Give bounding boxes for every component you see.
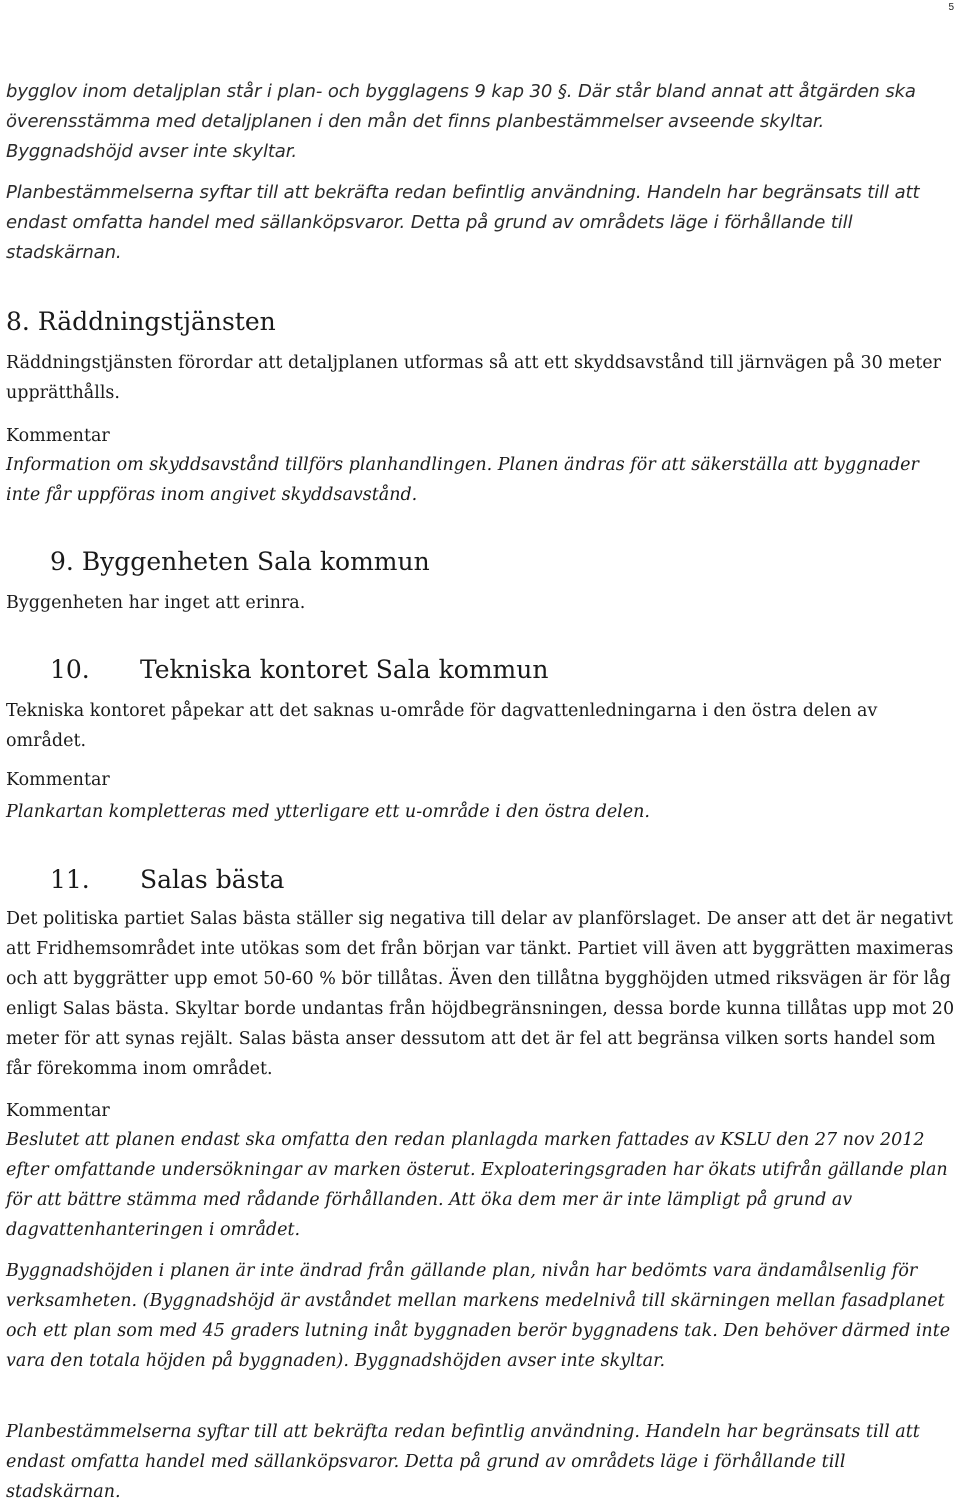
section-10-title: Tekniska kontoret Sala kommun <box>140 655 549 684</box>
section-11-heading <box>50 863 284 897</box>
section-11-body: Det politiska partiet Salas bästa ställer sig negativa till delar av planförslaget. De anser att det är negativt att Fridhemsområdet inte utökas som det från början var tänkt. Partiet vill även att byggrätten maximeras och att byggrätter upp emot 50-60 % bör tillåtas. Även den tillåtna bygghöjden utmed riksvägen är för låg enligt Salas bästa. Skyltar borde undantas från höjdbegränsningen, dessa borde kunna tillåtas upp mot 20 meter för att synas rejält. Salas bästa anser dessutom att det är fel att begränsa vilken sorts handel som får förekomma inom området. <box>6 909 955 1079</box>
section-8-kommentar-label: Kommentar <box>6 426 110 446</box>
section-10-heading <box>50 653 548 687</box>
section-8-body: Räddningstjänsten förordar att detaljplanen utformas så att ett skyddsavstånd till järnvägen på 30 meter upprätthålls. <box>6 353 942 403</box>
section-10-number: 10. <box>50 655 90 684</box>
section-11-kommentar-label: Kommentar <box>6 1101 110 1121</box>
section-10-kommentar: Plankartan kompletteras med ytterligare ett u-område i den östra delen. <box>6 802 650 822</box>
section-8-title: Räddningstjänsten <box>37 307 276 336</box>
page-number: 5 <box>948 2 954 13</box>
section-9-heading <box>50 545 430 579</box>
section-11-number: 11. <box>50 865 90 894</box>
intro-paragraph-1: bygglov inom detaljplan står i plan- och bygglagens 9 kap 30 §. Där står bland annat att åtgärden ska överensstämma med detaljplanen i den mån det finns planbestämmelser avseende skyltar. Byggnadshöjd avser inte skyltar. <box>6 81 916 162</box>
section-11-kommentar-3: Planbestämmelserna syftar till att bekräfta redan befintlig användning. Handeln har begränsats till att endast omfatta handel med sällanköpsvaror. Detta på grund av områdets läge i förhållande till stadskärnan. <box>6 1422 920 1502</box>
section-8-kommentar: Information om skyddsavstånd tillförs planhandlingen. Planen ändras för att säkerställa att byggnader inte får uppföras inom angivet skyddsavstånd. <box>6 455 919 505</box>
intro-paragraph-2: Planbestämmelserna syftar till att bekräfta redan befintlig användning. Handeln har begränsats till att endast omfatta handel med sällanköpsvaror. Detta på grund av områdets läge i förhållande till stadskärnan. <box>6 182 920 263</box>
section-8-heading <box>6 305 276 339</box>
section-10-kommentar-label: Kommentar <box>6 770 110 790</box>
section-9-number: 9. <box>50 547 74 576</box>
section-8-number: 8. <box>6 307 30 336</box>
section-9-title: Byggenheten Sala kommun <box>81 547 430 576</box>
section-10-body: Tekniska kontoret påpekar att det saknas u-område för dagvattenledningarna i den östra delen av området. <box>6 701 878 751</box>
section-11-title: Salas bästa <box>140 865 285 894</box>
section-11-kommentar-2: Byggnadshöjden i planen är inte ändrad från gällande plan, nivån har bedömts vara ändamålsenlig för verksamheten. (Byggnadshöjd är avståndet mellan markens medelnivå till skärningen mellan fasadplanet och ett plan som med 45 graders lutning inåt byggnaden berör byggnadens tak. Den behöver därmed inte vara den totala höjden på byggnaden). Byggnadshöjden avser inte skyltar. <box>6 1261 951 1371</box>
section-11-kommentar-1: Beslutet att planen endast ska omfatta den redan planlagda marken fattades av KSLU den 27 nov 2012 efter omfattande undersökningar av marken österut. Exploateringsgraden har ökats utifrån gällande plan för att bättre stämma med rådande förhållanden. Att öka dem mer är inte lämpligt på grund av dagvattenhanteringen i området. <box>6 1130 948 1240</box>
section-9-body: Byggenheten har inget att erinra. <box>6 593 306 613</box>
